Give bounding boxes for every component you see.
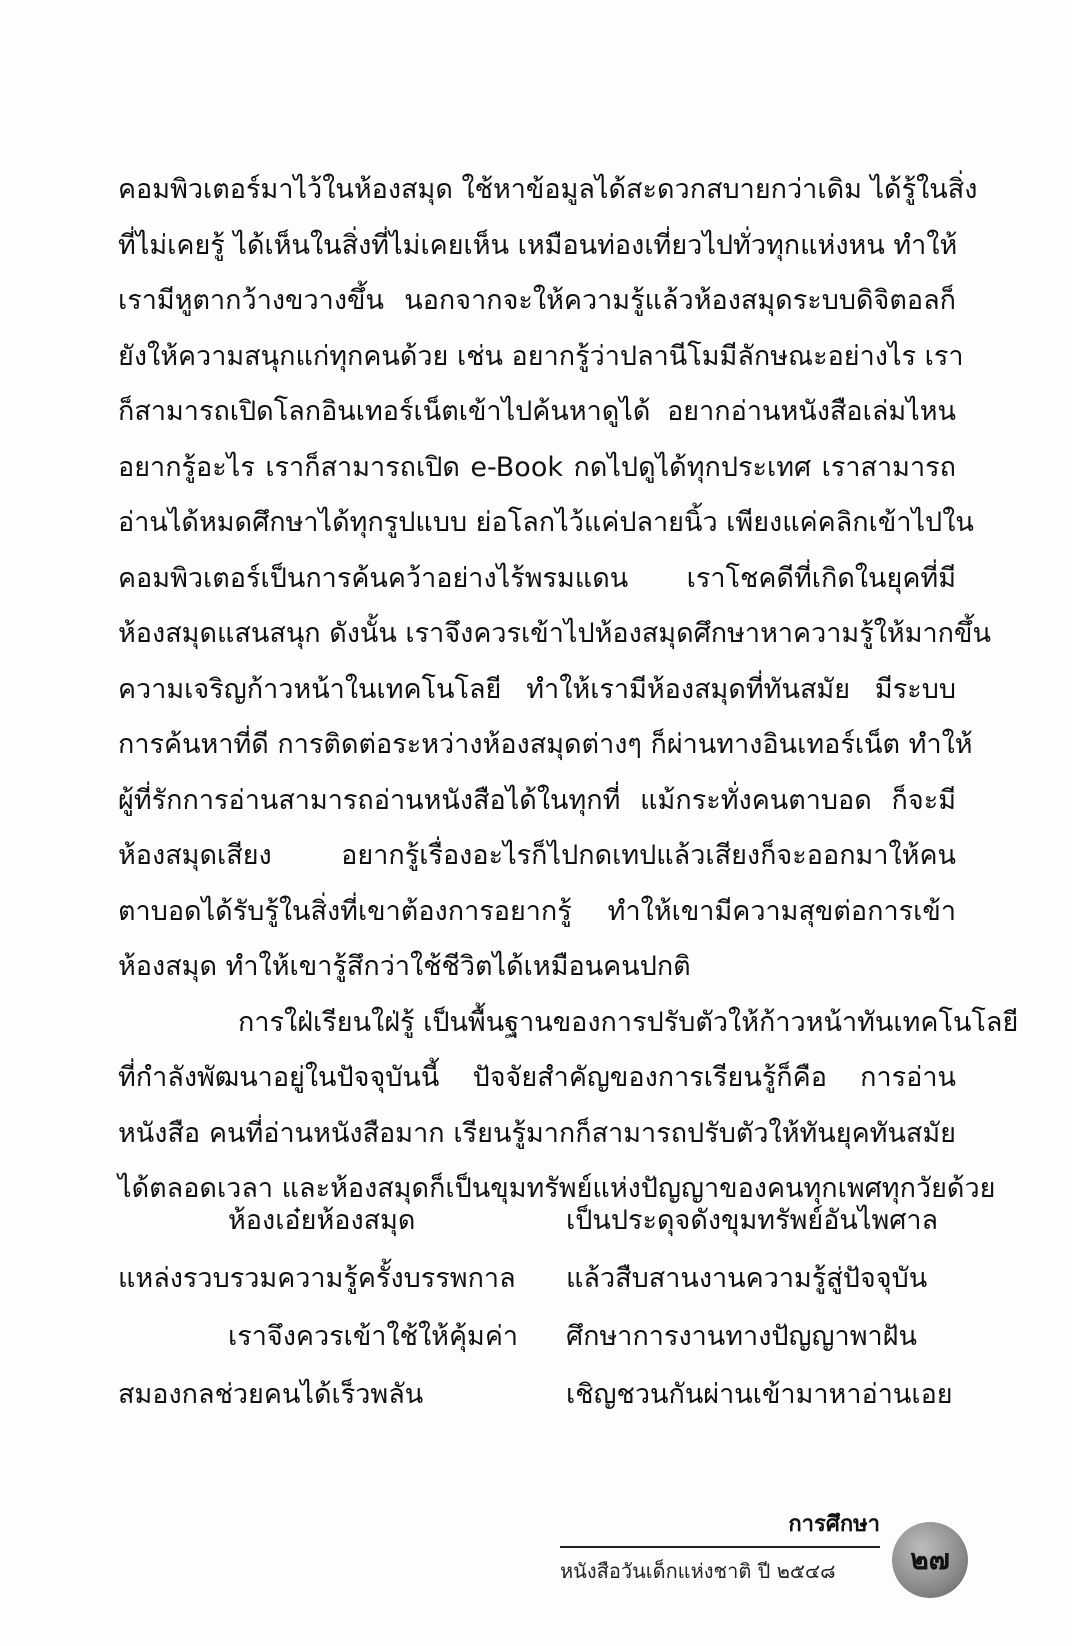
text-line: ความเจริญก้าวหน้าในเทคโนโลยี ทำให้เรามีห้องสมุดที่ทันสมัย มีระบบ xyxy=(118,673,956,705)
poem-verse-right: เป็นประดุจดังขุมทรัพย์อันไพศาล xyxy=(566,1205,939,1236)
poem-row xyxy=(118,1250,956,1308)
poem-verse-right: แล้วสืบสานงานความรู้สู่ปัจจุบัน xyxy=(566,1263,928,1294)
text-line: ห้องสมุด ทำให้เขารู้สึกว่าใช้ชีวิตได้เหมือนคนปกติ xyxy=(118,951,691,982)
poem xyxy=(118,1192,956,1424)
footer-section-title: การศึกษา xyxy=(788,1512,880,1537)
body-text xyxy=(118,162,1019,1217)
text-line: ผู้ที่รักการอ่านสามารถอ่านหนังสือได้ในทุกที่ แม้กระทั่งคนตาบอด ก็จะมี xyxy=(118,784,956,816)
text-line: เรามีหูตากว้างขวางขึ้น นอกจากจะให้ความรู้แล้วห้องสมุดระบบดิจิตอลก็ xyxy=(118,285,956,316)
page-number-badge: ๒๗ xyxy=(892,1522,968,1598)
poem-row xyxy=(118,1366,956,1424)
text-line: ก็สามารถเปิดโลกอินเทอร์เน็ตเข้าไปค้นหาดูได้ อยากอ่านหนังสือเล่มไหน xyxy=(118,396,956,427)
poem-verse-left: ห้องเอ๋ยห้องสมุด xyxy=(228,1205,416,1236)
footer-book-title: หนังสือวันเด็กแห่งชาติ ปี ๒๕๔๘ xyxy=(560,1559,836,1583)
poem-verse-right: เชิญชวนกันผ่านเข้ามาหาอ่านเอย xyxy=(566,1379,953,1410)
text-line: ที่กำลังพัฒนาอยู่ในปัจจุบันนี้ ปัจจัยสำคัญของการเรียนรู้ก็คือ การอ่าน xyxy=(118,1062,956,1093)
poem-verse-right: ศึกษาการงานทางปัญญาพาฝัน xyxy=(566,1321,917,1352)
text-line: คอมพิวเตอร์เป็นการค้นคว้าอย่างไร้พรมแดน เราโชคดีที่เกิดในยุคที่มี xyxy=(118,562,956,594)
text-line: ยังให้ความสนุกแก่ทุกคนด้วย เช่น อยากรู้ว่าปลานีโมมีลักษณะอย่างไร เรา xyxy=(118,340,964,372)
poem-verse-left: แหล่งรวบรวมความรู้ครั้งบรรพกาล xyxy=(118,1263,516,1294)
text-line: อยากรู้อะไร เราก็สามารถเปิด e-Book กดไปดูได้ทุกประเทศ เราสามารถ xyxy=(118,451,956,483)
text-line-paragraph-start: การใฝ่เรียนใฝ่รู้ เป็นพื้นฐานของการปรับตัวให้ก้าวหน้าทันเทคโนโลยี xyxy=(238,1006,1019,1038)
text-line: ห้องสมุดเสียง อยากรู้เรื่องอะไรก็ไปกดเทปแล้วเสียงก็จะออกมาให้คน xyxy=(118,840,956,871)
text-line: ที่ไม่เคยรู้ ได้เห็นในสิ่งที่ไม่เคยเห็น เหมือนท่องเที่ยวไปทั่วทุกแห่งหน ทำให้ xyxy=(118,229,958,261)
text-line: คอมพิวเตอร์มาไว้ในห้องสมุด ใช้หาข้อมูลได้สะดวกสบายกว่าเดิม ได้รู้ในสิ่ง xyxy=(118,174,978,205)
text-line: ห้องสมุดแสนสนุก ดังนั้น เราจึงควรเข้าไปห้องสมุดศึกษาหาความรู้ให้มากขึ้น xyxy=(118,618,991,649)
poem-verse-left: สมองกลช่วยคนได้เร็วพลัน xyxy=(118,1379,424,1410)
footer-divider xyxy=(560,1546,880,1548)
page-footer xyxy=(560,1510,880,1600)
text-line: ตาบอดได้รับรู้ในสิ่งที่เขาต้องการอยากรู้ ทำให้เขามีความสุขต่อการเข้า xyxy=(118,895,956,927)
poem-row xyxy=(118,1192,956,1250)
text-line: การค้นหาที่ดี การติดต่อระหว่างห้องสมุดต่างๆ ก็ผ่านทางอินเทอร์เน็ต ทำให้ xyxy=(118,729,973,760)
text-line: หนังสือ คนที่อ่านหนังสือมาก เรียนรู้มากก็สามารถปรับตัวให้ทันยุคทันสมัย xyxy=(118,1117,956,1149)
poem-row xyxy=(118,1308,956,1366)
text-line: อ่านได้หมดศึกษาได้ทุกรูปแบบ ย่อโลกไว้แค่ปลายนิ้ว เพียงแค่คลิกเข้าไปใน xyxy=(118,507,974,538)
poem-verse-left: เราจึงควรเข้าใช้ให้คุ้มค่า xyxy=(228,1321,519,1352)
text-line: ได้ตลอดเวลา และห้องสมุดก็เป็นขุมทรัพย์แห่งปัญญาของคนทุกเพศทุกวัยด้วย xyxy=(118,1173,996,1204)
